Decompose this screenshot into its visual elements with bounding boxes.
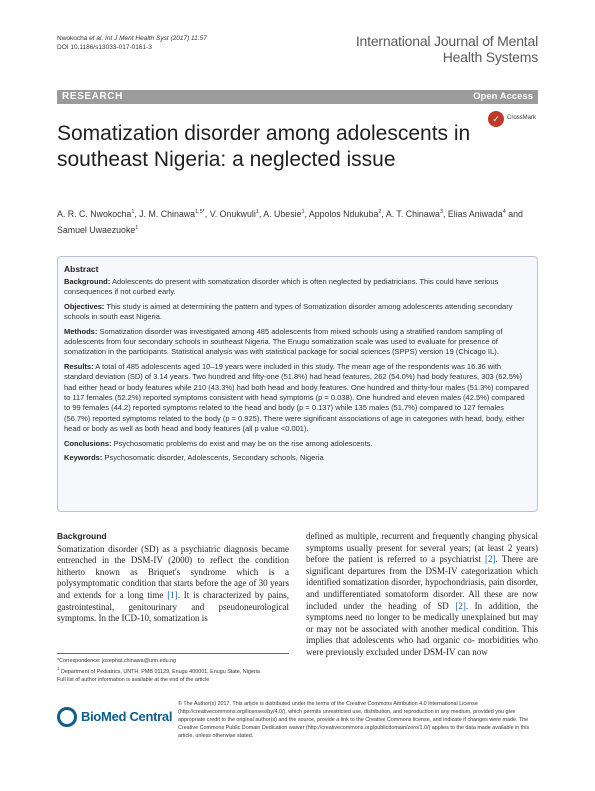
body-text: Somatization disorder (SD) as a psychiatric diagnosis became entrenched in the DSM-IV (2000) to reflect the condition hitherto known as Briquet's syndrome which is a polysymptomatic condition that starts before the age of 30 years and extends for a long time xyxy=(57,543,289,600)
citation-prefix: Nwokocha xyxy=(57,35,90,42)
body-text: . There are significant departures from the DSM-IV categorization which identified somatization disorder, hypochondriasis, pain disorder, and undifferentiated somatoform disorder. All these are now included under the heading of SD xyxy=(306,554,539,611)
author-name[interactable]: V. Onukwuli$^1$ xyxy=(209,208,259,219)
author-separator: , xyxy=(443,208,448,219)
author-separator: , xyxy=(204,208,210,219)
citation-block xyxy=(57,34,207,52)
author-list xyxy=(57,205,538,237)
article-title: Somatization disorder among adolescents in southeast Nigeria: a neglected issue xyxy=(57,122,471,171)
abstract-section: Keywords: Psychosomatic disorder, Adolescents, Secondary schools, Nigeria xyxy=(64,453,324,463)
open-access-label: Open Access xyxy=(473,91,533,102)
author-name[interactable]: J. M. Chinawa$^{1,5*}$ xyxy=(139,208,205,219)
abstract-box xyxy=(57,256,538,512)
author-separator: , xyxy=(134,208,140,219)
body-paragraph xyxy=(57,544,289,625)
citation-link[interactable]: [2] xyxy=(485,554,496,565)
abstract-heading: Abstract xyxy=(64,264,99,274)
journal-name: International Journal of Mental Health Systems xyxy=(355,33,538,65)
biomed-central-logo[interactable] xyxy=(57,706,177,728)
research-label: RESEARCH xyxy=(62,91,123,102)
author-name[interactable]: A. R. C. Nwokocha$^1$ xyxy=(57,208,135,219)
affiliation-text: Department of Pediatrics, UNTH, PMB 01129, Enugu 400001, Enugu State, Nigeria xyxy=(59,668,260,675)
body-paragraph xyxy=(306,531,538,659)
crossmark-icon: ✓ xyxy=(488,111,504,127)
doi[interactable]: DOI 10.1186/s13033-017-0161-3 xyxy=(57,44,152,51)
crossmark-badge[interactable] xyxy=(488,111,538,131)
author-separator: , xyxy=(381,208,386,219)
abstract-section: Objectives: This study is aimed at determining the pattern and types of Somatization disorder among adolescents attending secondary schools in south east Nigeria. xyxy=(64,301,513,322)
citation-link[interactable]: [1] xyxy=(167,589,178,600)
crossmark-label: CrossMark xyxy=(507,115,537,121)
author-name[interactable]: A. Ubesie$^1$ xyxy=(263,208,305,219)
author-name[interactable]: A. T. Chinawa$^3$ xyxy=(385,208,444,219)
affiliation-note xyxy=(57,665,289,676)
biomed-central-icon xyxy=(57,707,77,727)
body-text: . It is characterized by pains, gastrointestinal, genitourinary and pseudoneurological symptoms. In the ICD-10, somatization is xyxy=(57,589,289,624)
citation-journal: et al. Int J Ment Health Syst (2017) 11:57 xyxy=(89,35,207,42)
abstract-section: Conclusions: Psychosomatic problems do exist and may be on the rise among adolescents. xyxy=(64,438,373,448)
author-info-note: Full list of author information is available at the end of the article xyxy=(57,676,210,683)
author-separator: , xyxy=(258,208,264,219)
publisher-name: BioMed Central xyxy=(81,709,173,724)
author-separator: and xyxy=(505,208,523,219)
body-text: . In addition, the symptoms need no longer to be medically unexplained but may or may not be associated with another medical condition. This implies that adolescents who had organic co- morbidities who were previously excluded under DSM-IV can now xyxy=(306,600,538,657)
license-text: © The Author(s) 2017. This article is distributed under the terms of the Creative Commons Attribution 4.0 International License (http://creativecommons.org/licenses/by/4.0/), which permits unrestricted use, distribution, and reproduction in any medium, provided you give appropriate credit to the original author(s) and the source, provide a link to the Creative Commons license, and indicate if changes were made. The Creative Commons Public Domain Dedication waiver (http://creativecommons.org/publicdomain/zero/1.0/) applies to the data made available in this article, unless otherwise stated. xyxy=(178,701,530,739)
citation-link[interactable]: [2] xyxy=(455,600,466,611)
citation-line xyxy=(57,34,207,43)
footnotes xyxy=(57,653,289,684)
abstract-section: Background: Adolescents do present with somatization disorder which is often neglected by pediatricians. This could have serious consequences if not curbed early. xyxy=(64,277,499,297)
correspondence-note: *Correspondence: josephat.chinawa@unn.edu.ng xyxy=(57,658,177,664)
section-heading: Background xyxy=(57,531,107,541)
body-column-right xyxy=(306,531,538,659)
abstract-section: Methods: Somatization disorder was investigated among 485 adolescents from mixed schools using a stratified random sampling of adolescents from four secondary schools in southeast Nigeria. The Enugu somatization scale was used to evaluate for presence of somatization in the participants. Statistical analysis was with statistical package for social sciences (SPPS) version 19 (Chicago IL). xyxy=(64,326,503,357)
article-type-banner xyxy=(57,90,538,104)
author-name[interactable]: Samuel Uwaezuoke$^1$ xyxy=(57,224,139,235)
affiliation-sup: 1 xyxy=(57,666,60,671)
abstract-section: Results: A total of 485 adolescents aged 10–19 years were included in this study. The mean age of the respondents was 16.36 with standard deviation (SD) of 3.14 years. Two hundred and fifty-one (51.8%) had head features, 262 (54.0%) had body features, 303 (62.5%) had either head or body features while 210 (43.3%) had both head and body features. One hundred and thirty-four males (51.3%) compared to 117 females (52.2%) reported symptoms consistent with head symptoms (p = 0.038). One hundred and eleven males (42.5%) compared to 99 females (44.2) reported symptoms related to the head and body (p = 0.137) while 135 males (51.7%) compared to 127 females (56.7%) reported symptoms related to the body (p = 0.925). There were significant associations of age in categories with head, body, either head or body as well as both head and body features (all p value <0.001). xyxy=(64,361,529,434)
body-text: defined as multiple, recurrent and frequently changing physical symptoms usually present for several years; (at least 2 years) before the patient is referred to a psychiatrist xyxy=(306,531,538,565)
body-column-left xyxy=(57,531,289,625)
author-separator: , xyxy=(304,208,309,219)
author-name[interactable]: Appolos Ndukuba$^2$ xyxy=(308,208,382,219)
author-name[interactable]: Elias Aniwada$^4$ xyxy=(447,208,506,219)
